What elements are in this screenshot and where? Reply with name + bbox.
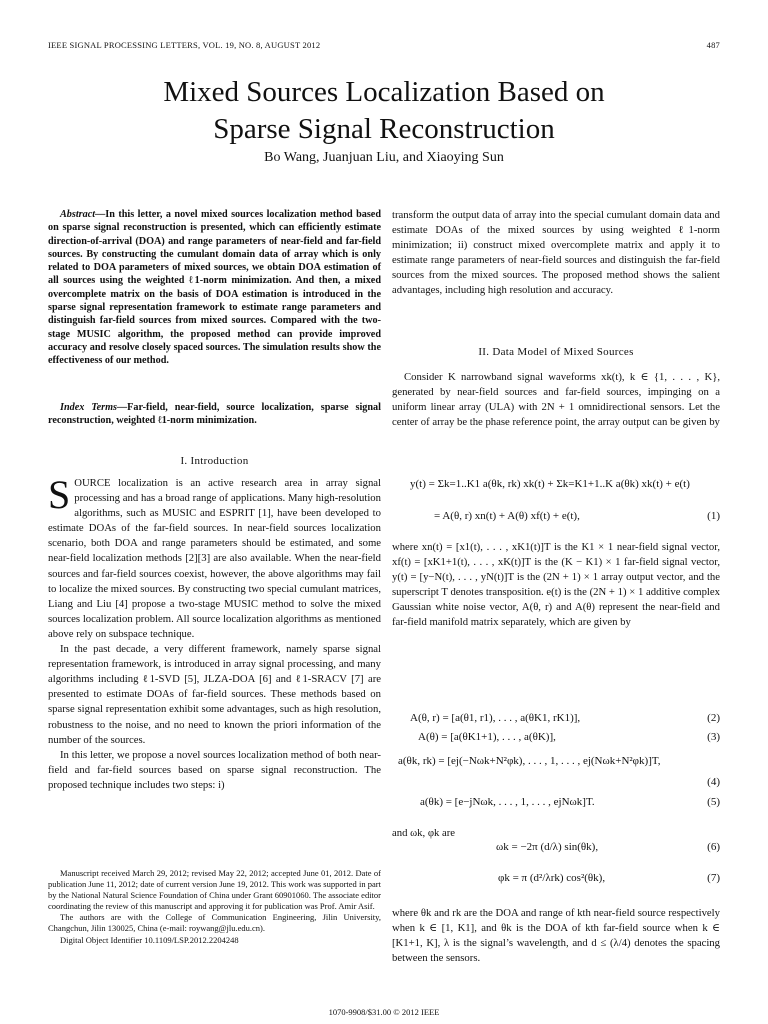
model-paragraph-2 xyxy=(392,540,720,631)
model-paragraph-1 xyxy=(392,370,720,430)
paper-title xyxy=(0,74,768,148)
equation-6: ωk = −2π (d/λ) sin(θk), xyxy=(496,841,599,853)
footnote xyxy=(48,868,381,946)
omega-phi-text: and ωk, φk are xyxy=(392,827,456,839)
equation-7-number: (7) xyxy=(707,872,720,884)
title-line-1: Mixed Sources Localization Based on xyxy=(163,76,605,108)
intro-paragraph-3: In this letter, we propose a novel sources localization method of both near-field and far-field sources based on sparse signal reconstruction. The proposed technique includes two steps: i) xyxy=(48,748,381,791)
equation-5-number: (5) xyxy=(707,796,720,808)
page-number: 487 xyxy=(706,40,720,50)
right-paragraph-0 xyxy=(392,208,720,299)
intro-paragraph-2: In the past decade, a very different framework, namely sparse signal representation framework, is introduced in array signal processing, and many algorithms including ℓ1-SVD [5], JLZA-DOA [6] and ℓ1-SRACV [7] are presented to estimate DOAs of far-field sources. These methods based on sparse signal representation exhibit some advantages, such as high resolution, robustness to the noise, and no need to known the priori information of the number of the sources. xyxy=(48,643,381,746)
index-terms-label: Index Terms— xyxy=(60,402,128,413)
equation-3-number: (3) xyxy=(707,731,720,743)
signal-vector-text: where xn(t) = [x1(t), . . . , xK1(t)]T is the K1 × 1 near-field signal vector, xf(t) = [xK1+1(t), . . . , xK(t)]T is the (K − K1) × 1 far-field signal vector, y(t) = [y−N(t), . . . , yN(t)]T is the (2N + 1) × 1 array output vector, and the superscript T denotes transposition. e(t) is the (2N + 1) × 1 additive complex Gaussian white noise vector, A(θ, r) and A(θ) represent the near-field and far-field manifold matrix separately, which are given by xyxy=(392,541,720,629)
model-intro-text: Consider K narrowband signal waveforms xk(t), k ∈ {1, . . . , K}, generated by near-field sources and far-field sources, impinging on a uniform linear array (ULA) with 2N + 1 omnidirectional sensors. Let the center of array be the phase reference point, the array output can be given by xyxy=(392,371,720,429)
equation-6-number: (6) xyxy=(707,841,720,853)
equation-1b: = A(θ, r) xn(t) + A(θ) xf(t) + e(t), xyxy=(434,510,580,522)
footnote-doi: Digital Object Identifier 10.1109/LSP.2012.2204248 xyxy=(60,934,239,945)
index-terms-text: Far-field, near-field, source localization, sparse signal reconstruction, weighted ℓ1-norm minimization. xyxy=(48,402,381,427)
equation-2-number: (2) xyxy=(707,712,720,724)
equation-7: φk = π (d²/λrk) cos²(θk), xyxy=(498,872,606,884)
copyright-footer: 1070-9908/$31.00 © 2012 IEEE xyxy=(328,1007,440,1017)
footnote-affiliation: The authors are with the College of Communication Engineering, Jilin University, Changchun, Jilin 130025, China (e-mail: roywang@jlu.edu.cn). xyxy=(48,912,381,934)
index-terms xyxy=(48,401,381,428)
title-line-2: Sparse Signal Reconstruction xyxy=(213,113,555,145)
drop-cap: S xyxy=(48,472,71,517)
equation-5: a(θk) = [e−jNωk, . . . , 1, . . . , ejNωk]T. xyxy=(420,796,595,808)
journal-header: IEEE SIGNAL PROCESSING LETTERS, VOL. 19, NO. 8, AUGUST 2012 xyxy=(48,40,321,50)
abstract-label: Abstract— xyxy=(60,209,106,220)
intro-paragraph-1: OURCE localization is an active research area in array signal processing and has a broad range of applications. Many high-resolution algorithms, such as MUSIC and ESPRIT [1], have been developed to estimate DOAs of the far-field sources. In near-field sources localization scenario, both DOA and range parameters should be estimated, and some near-field localization methods [2][3] are also available. When the near-field sources and far-field sources coexist, however, the above algorithms may fail to localize the mixed sources. By constructing two special cumulant matrices, Liang and Liu [4] propose a two-stage MUSIC method to solve the mixed sources localization problem. All source localization algorithms as mentioned above rely on subspace technique. xyxy=(48,477,381,640)
equation-3: A(θ) = [a(θK1+1), . . . , a(θK)], xyxy=(418,731,556,743)
model-paragraph-3 xyxy=(392,826,720,841)
equation-1a: y(t) = Σk=1..K1 a(θk, rk) xk(t) + Σk=K1+1..K a(θk) xk(t) + e(t) xyxy=(410,478,690,490)
section-heading-intro: I. Introduction xyxy=(180,455,249,467)
parameter-definitions-text: where θk and rk are the DOA and range of kth near-field source respectively when k ∈ [1, K1], and θk is the DOA of kth far-field source when k ∈ [K1+1, K], λ is the signal’s wavelength, and d ≤ (λ/4) denotes the spacing between the sensors. xyxy=(392,907,720,965)
model-paragraph-4 xyxy=(392,906,720,966)
equation-2: A(θ, r) = [a(θ1, r1), . . . , a(θK1, rK1)], xyxy=(410,712,581,724)
contributions-text: transform the output data of array into the special cumulant domain data and estimate DOAs of the mixed sources by using weighted ℓ1-norm minimization; ii) construct mixed overcomplete matrix and apply it to estimate range parameters of near-field sources and distinguish the far-field sources from the mixed sources. The proposed method shows the salient advantages, including high resolution and accuracy. xyxy=(392,209,720,297)
section-heading-model: II. Data Model of Mixed Sources xyxy=(478,346,634,358)
equation-4-number: (4) xyxy=(707,776,720,788)
intro-body xyxy=(48,472,381,793)
footnote-manuscript: Manuscript received March 29, 2012; revised May 22, 2012; accepted June 01, 2012. Date of publication June 11, 2012; date of current version June 19, 2012. This work was supported in part by the National Natural Science Foundation of China under Grant 60901060. The associate editor coordinating the review of this manuscript and approving it for publication was Prof. Amir Asif. xyxy=(48,868,381,912)
equation-4: a(θk, rk) = [ej(−Nωk+N²φk), . . . , 1, . . . , ej(Nωk+N²φk)]T, xyxy=(398,755,661,767)
authors: Bo Wang, Juanjuan Liu, and Xiaoying Sun xyxy=(264,150,504,165)
abstract xyxy=(48,208,381,368)
abstract-text: In this letter, a novel mixed sources localization method based on sparse signal reconstruction is presented, which can efficiently estimate direction-of-arrival (DOA) and range parameters of near-field and far-field sources. By constructing the cumulant domain data of array which is only related to DOA parameters of mixed sources, we obtain DOA estimation of all sources using the weighted ℓ1-norm minimization. And then, a mixed overcomplete matrix on the basis of DOA estimation is introduced in the sparse signal representation framework to estimate range parameters and distinguish far-field sources from mixed sources. Compared with the two-stage MUSIC algorithm, the proposed method can provide improved accuracy and resolve closely spaced sources. The simulation results show the effectiveness of our method. xyxy=(48,209,381,367)
equation-1-number: (1) xyxy=(707,510,720,522)
